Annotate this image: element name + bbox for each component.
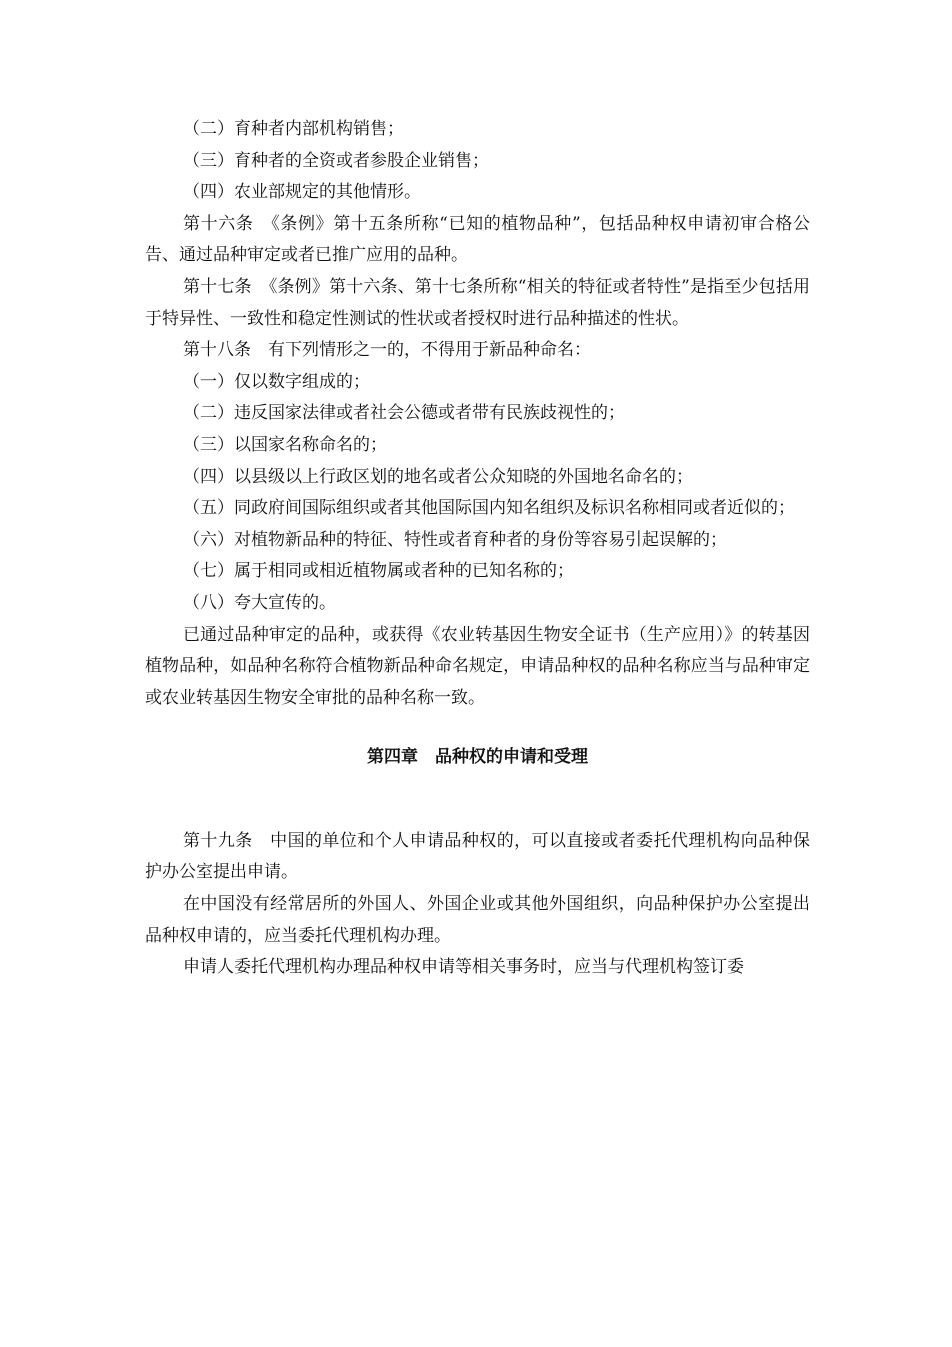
agency-entrustment-paragraph: 申请人委托代理机构办理品种权申请等相关事务时，应当与代理机构签订委 bbox=[183, 957, 744, 978]
article-19: 第十九条 中国的单位和个人申请品种权的，可以直接或者委托代理机构向品种保护办公室提出申请。 bbox=[145, 830, 810, 883]
clause-item: （一）仅以数字组成的； bbox=[183, 371, 370, 392]
clause-item: （二）育种者内部机构销售； bbox=[183, 119, 404, 139]
clause-item: （三）育种者的全资或者参股企业销售； bbox=[183, 150, 489, 171]
naming-consistency-paragraph: 已通过品种审定的品种，或获得《农业转基因生物安全证书（生产应用）》的转基因植物品种，如品种名称符合植物新品种命名规定，申请品种权的品种名称应当与品种审定或农业转基因生物安全审批的品种名称一致。 bbox=[145, 624, 810, 708]
clause-item: （七）属于相同或相近植物属或者种的已知名称的； bbox=[183, 561, 574, 582]
chapter-heading: 第四章 品种权的申请和受理 bbox=[367, 747, 588, 768]
clause-item: （五）同政府间国际组织或者其他国际国内知名组织及标识名称相同或者近似的； bbox=[183, 498, 795, 519]
clause-item: （八）夸大宣传的。 bbox=[183, 592, 336, 613]
clause-item: （三）以国家名称命名的； bbox=[183, 434, 387, 455]
clause-item: （四）农业部规定的其他情形。 bbox=[183, 182, 421, 203]
clause-item: （六）对植物新品种的特征、特性或者育种者的身份等容易引起误解的； bbox=[183, 529, 727, 550]
clause-item: （四）以县级以上行政区划的地名或者公众知晓的外国地名命名的； bbox=[183, 466, 693, 487]
clause-item: （二）违反国家法律或者社会公德或者带有民族歧视性的； bbox=[183, 403, 625, 424]
article-17: 第十七条 《条例》第十六条、第十七条所称“相关的特征或者特性”是指至少包括用于特异性、一致性和稳定性测试的性状或者授权时进行品种描述的性状。 bbox=[145, 276, 810, 329]
document-page bbox=[145, 114, 810, 984]
article-16: 第十六条 《条例》第十五条所称“已知的植物品种”，包括品种权申请初审合格公告、通过品种审定或者已推广应用的品种。 bbox=[145, 213, 810, 266]
foreign-applicant-paragraph: 在中国没有经常居所的外国人、外国企业或其他外国组织，向品种保护办公室提出品种权申请的，应当委托代理机构办理。 bbox=[145, 894, 810, 946]
article-18: 第十八条 有下列情形之一的，不得用于新品种命名： bbox=[183, 340, 591, 361]
